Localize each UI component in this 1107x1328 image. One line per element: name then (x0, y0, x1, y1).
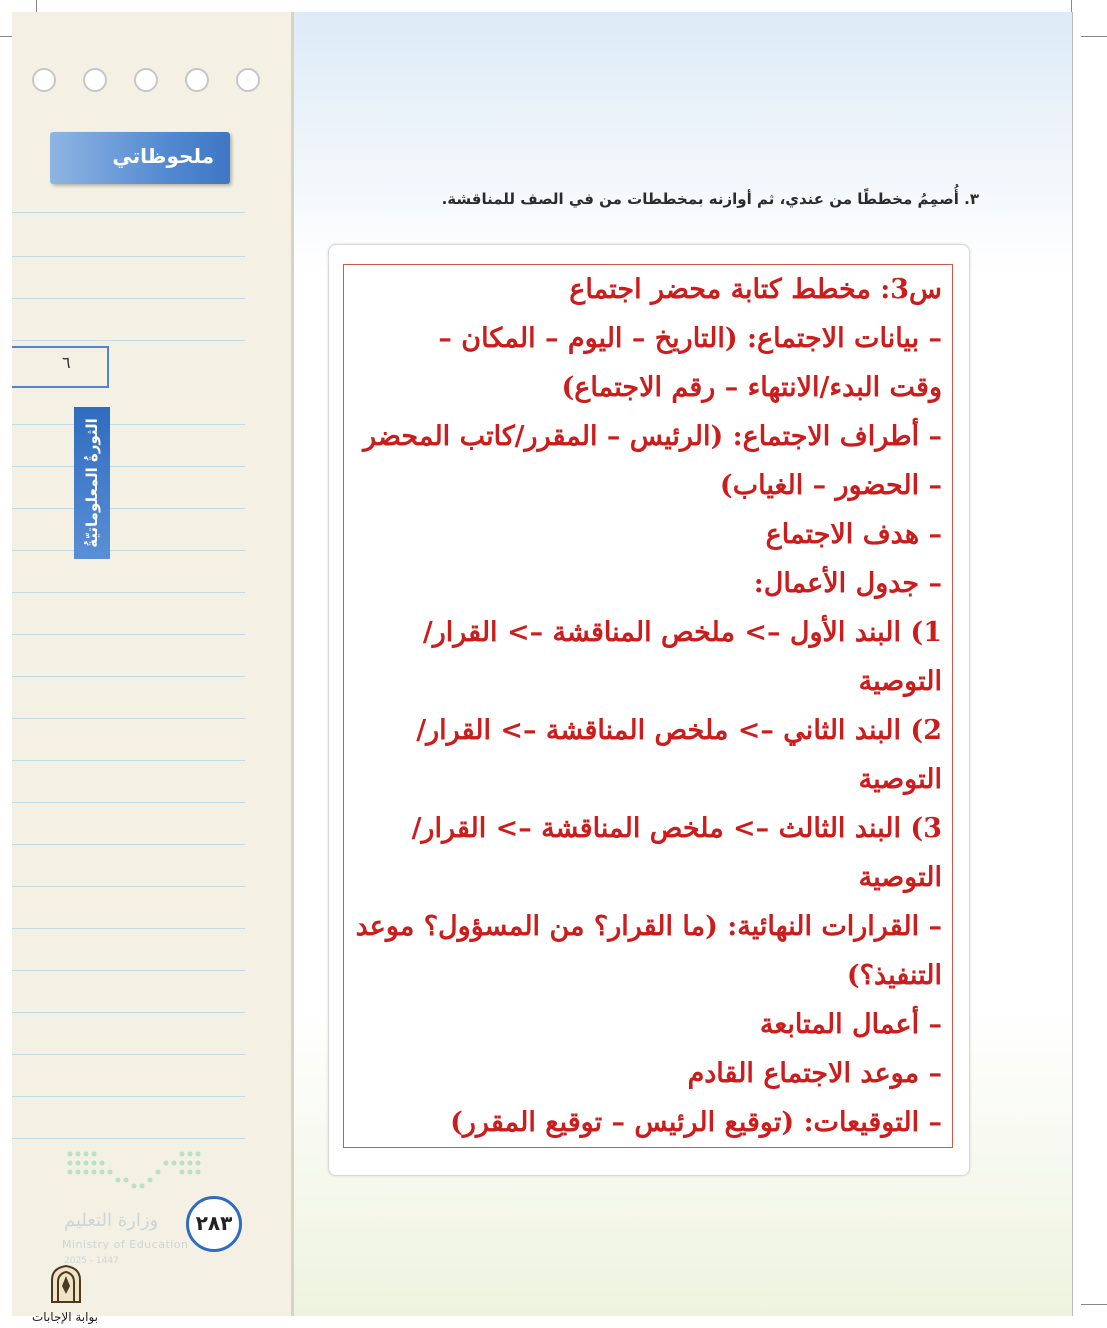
answer-line: التوصية (858, 666, 942, 697)
binder-ring (236, 68, 260, 92)
ministry-year: 2025 - 1447 (64, 1256, 119, 1266)
answer-line: 1) البند الأول –> ملخص المناقشة –> القرار/ (422, 617, 942, 648)
answer-line: س3: مخطط كتابة محضر اجتماع (569, 274, 942, 305)
note-line (12, 550, 245, 551)
crop-mark (1081, 36, 1107, 37)
answer-line: – جدول الأعمال: (753, 568, 942, 599)
crop-mark (1081, 1304, 1107, 1305)
binder-ring (134, 68, 158, 92)
unit-number-box (12, 346, 109, 388)
notes-tab (50, 132, 230, 184)
note-line (12, 592, 245, 593)
page-edge (1072, 12, 1073, 1316)
question-text: ٣. أُصمِمُ مخططًا من عندي، ثم أوازنه بمخططات من في الصف للمناقشة. (441, 190, 979, 208)
answer-line: – أطراف الاجتماع: (الرئيس – المقرر/كاتب المحضر (363, 421, 942, 452)
unit-number: ٦ (62, 353, 71, 372)
answer-line: – القرارات النهائية: (ما القرار؟ من المسؤول؟ موعد (355, 911, 942, 942)
note-line (12, 340, 245, 341)
binder-ring (32, 68, 56, 92)
answer-line: – بيانات الاجتماع: (التاريخ – اليوم – المكان – (438, 323, 942, 354)
page-number-badge (186, 1196, 242, 1252)
note-line (12, 1012, 245, 1013)
answer-line: 3) البند الثالث –> ملخص المناقشة –> القرار/ (411, 813, 942, 844)
answer-line: – الحضور – الغياب) (719, 470, 942, 501)
note-line (12, 634, 245, 635)
note-line (12, 844, 245, 845)
note-line (12, 718, 245, 719)
note-line (12, 256, 245, 257)
note-line (12, 760, 245, 761)
note-line (12, 928, 245, 929)
ministry-name-en: Ministry of Education (62, 1238, 189, 1251)
answer-lines (348, 265, 942, 1147)
note-line (12, 802, 245, 803)
notes-label: ملحوظاتي (112, 144, 214, 168)
ministry-logo-icon (66, 1150, 206, 1194)
note-line (12, 212, 245, 213)
note-line (12, 1096, 245, 1097)
note-line (12, 1054, 245, 1055)
answer-line: وقت البدء/الانتهاء – رقم الاجتماع) (561, 372, 942, 403)
answer-box (343, 264, 953, 1148)
ministry-name-ar: وزارة التعليم (64, 1210, 159, 1231)
notes-sidebar (12, 12, 294, 1324)
answer-line: التوصية (858, 764, 942, 795)
answer-line: – التوقيعات: (توقيع الرئيس – توقيع المقرر) (450, 1107, 942, 1138)
binder-ring (185, 68, 209, 92)
note-line (12, 1138, 245, 1139)
note-line (12, 298, 245, 299)
unit-title: الثورةُ المعلوماتيّةُ (83, 418, 101, 548)
binder-ring (83, 68, 107, 92)
answer-line: – أعمال المتابعة (759, 1009, 942, 1040)
note-line (12, 508, 245, 509)
note-line (12, 970, 245, 971)
unit-title-banner (74, 407, 110, 559)
note-line (12, 676, 245, 677)
site-name: بوابة الإجابات (32, 1310, 99, 1324)
answer-line: التنفيذ؟) (846, 960, 942, 991)
note-line (12, 424, 245, 425)
answer-line: – هدف الاجتماع (765, 519, 942, 550)
answers-portal-icon (46, 1264, 86, 1304)
answer-line: التوصية (858, 862, 942, 893)
note-line (12, 466, 245, 467)
answer-line: 2) البند الثاني –> ملخص المناقشة –> القرار/ (416, 715, 942, 746)
page-number: ٢٨٣ (195, 1211, 233, 1235)
answer-line: – موعد الاجتماع القادم (687, 1058, 942, 1089)
note-line (12, 886, 245, 887)
